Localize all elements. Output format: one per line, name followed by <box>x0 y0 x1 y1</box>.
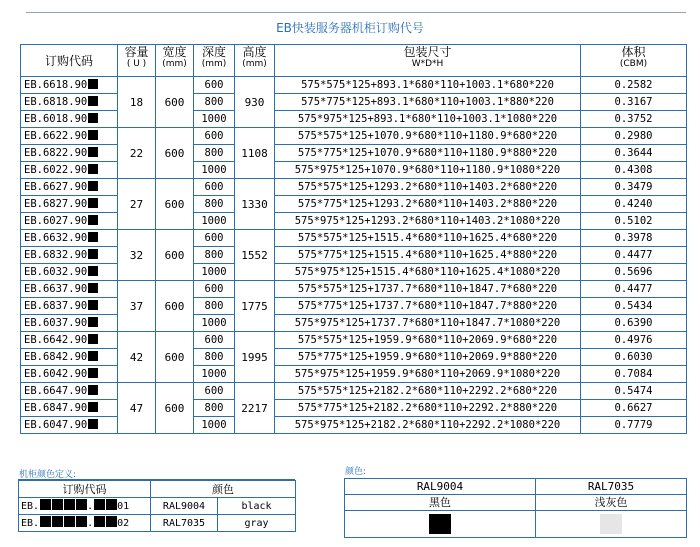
order-code-cell: EB.6637.90 <box>21 281 118 298</box>
depth-cell: 600 <box>194 179 235 196</box>
package-size-cell: 575*775*125+1959.9*680*110+2069.9*880*220 <box>275 349 581 366</box>
header-depth: 深度 (mm) <box>194 45 235 77</box>
placeholder-square <box>88 164 98 174</box>
placeholder-square <box>88 198 98 208</box>
height-cell: 2217 <box>235 383 275 434</box>
ral-cell: RAL9004 <box>151 498 218 515</box>
placeholder-square <box>88 232 98 242</box>
table-row <box>21 77 687 94</box>
table-row <box>21 230 687 247</box>
width-cell: 600 <box>156 128 194 179</box>
package-size-cell: 575*575*125+893.1*680*110+1003.1*680*220 <box>275 77 581 94</box>
depth-cell: 600 <box>194 281 235 298</box>
package-size-cell: 575*975*125+893.1*680*110+1003.1*1080*220 <box>275 111 581 128</box>
package-size-cell: 575*775*125+1293.2*680*110+1403.2*880*220 <box>275 196 581 213</box>
order-code-cell: EB.6018.90 <box>21 111 118 128</box>
ral-label: RAL9004 <box>345 479 536 495</box>
package-size-cell: 575*775*125+1070.9*680*110+1180.9*880*220 <box>275 145 581 162</box>
volume-cell: 0.3479 <box>581 179 687 196</box>
height-cell: 1775 <box>235 281 275 332</box>
capacity-cell: 27 <box>118 179 156 230</box>
depth-cell: 1000 <box>194 366 235 383</box>
volume-cell: 0.5474 <box>581 383 687 400</box>
width-cell: 600 <box>156 230 194 281</box>
color-def-header-code: 订购代码 <box>19 481 151 498</box>
ral-label: RAL7035 <box>536 479 687 495</box>
table-row <box>21 128 687 145</box>
volume-cell: 0.5696 <box>581 264 687 281</box>
width-cell: 600 <box>156 179 194 230</box>
volume-cell: 0.3752 <box>581 111 687 128</box>
volume-cell: 0.4976 <box>581 332 687 349</box>
depth-cell: 600 <box>194 77 235 94</box>
color-code-cell: EB. . 02 <box>19 515 151 532</box>
placeholder-square <box>88 130 98 140</box>
order-code-cell: EB.6642.90 <box>21 332 118 349</box>
height-cell: 930 <box>235 77 275 128</box>
depth-cell: 600 <box>194 383 235 400</box>
color-definition-table <box>18 480 296 532</box>
placeholder-square <box>88 419 98 429</box>
package-size-cell: 575*975*125+1737.7*680*110+1847.7*1080*220 <box>275 315 581 332</box>
volume-cell: 0.4240 <box>581 196 687 213</box>
table-row <box>19 498 296 515</box>
volume-cell: 0.7779 <box>581 417 687 434</box>
header-package: 包装尺寸 W*D*H <box>275 45 581 77</box>
color-zh-name: 黑色 <box>345 495 536 511</box>
volume-cell: 0.4477 <box>581 247 687 264</box>
color-def-header-color: 颜色 <box>151 481 296 498</box>
placeholder-square <box>88 385 98 395</box>
depth-cell: 600 <box>194 128 235 145</box>
placeholder-square <box>88 351 98 361</box>
capacity-cell: 32 <box>118 230 156 281</box>
placeholder-square <box>88 215 98 225</box>
capacity-cell: 18 <box>118 77 156 128</box>
black-swatch <box>429 514 451 534</box>
table-row <box>19 515 296 532</box>
package-size-cell: 575*575*125+1070.9*680*110+1180.9*680*220 <box>275 128 581 145</box>
package-size-cell: 575*575*125+1293.2*680*110+1403.2*680*220 <box>275 179 581 196</box>
header-height: 高度 (mm) <box>235 45 275 77</box>
height-cell: 1995 <box>235 332 275 383</box>
table-row <box>21 281 687 298</box>
table-row <box>21 383 687 400</box>
header-code: 订购代码 <box>21 45 118 77</box>
placeholder-square <box>88 283 98 293</box>
volume-cell: 0.6390 <box>581 315 687 332</box>
height-cell: 1330 <box>235 179 275 230</box>
order-code-table <box>20 44 687 434</box>
volume-cell: 0.5434 <box>581 298 687 315</box>
color-name-cell: black <box>218 498 296 515</box>
placeholder-square <box>88 368 98 378</box>
depth-cell: 1000 <box>194 417 235 434</box>
ral-cell: RAL7035 <box>151 515 218 532</box>
depth-cell: 1000 <box>194 111 235 128</box>
header-width: 宽度 (mm) <box>156 45 194 77</box>
capacity-cell: 22 <box>118 128 156 179</box>
order-code-cell: EB.6622.90 <box>21 128 118 145</box>
volume-cell: 0.6627 <box>581 400 687 417</box>
depth-cell: 800 <box>194 94 235 111</box>
volume-cell: 0.7084 <box>581 366 687 383</box>
depth-cell: 1000 <box>194 162 235 179</box>
depth-cell: 800 <box>194 349 235 366</box>
placeholder-square <box>88 181 98 191</box>
placeholder-square <box>88 96 98 106</box>
order-code-cell: EB.6827.90 <box>21 196 118 213</box>
depth-cell: 800 <box>194 196 235 213</box>
volume-cell: 0.3978 <box>581 230 687 247</box>
width-cell: 600 <box>156 77 194 128</box>
color-code-cell: EB. . 01 <box>19 498 151 515</box>
order-code-cell: EB.6042.90 <box>21 366 118 383</box>
placeholder-square <box>88 317 98 327</box>
color-swatch-table <box>344 478 687 538</box>
placeholder-square <box>88 113 98 123</box>
order-code-cell: EB.6022.90 <box>21 162 118 179</box>
depth-cell: 800 <box>194 145 235 162</box>
colors-label: 颜色: <box>345 467 367 477</box>
order-code-cell: EB.6618.90 <box>21 77 118 94</box>
order-code-cell: EB.6837.90 <box>21 298 118 315</box>
package-size-cell: 575*975*125+1070.9*680*110+1180.9*1080*220 <box>275 162 581 179</box>
color-definition-label: 机柜颜色定义: <box>19 470 77 480</box>
table-row <box>21 179 687 196</box>
depth-cell: 800 <box>194 298 235 315</box>
volume-cell: 0.3644 <box>581 145 687 162</box>
header-capacity: 容量 ( U ) <box>118 45 156 77</box>
package-size-cell: 575*775*125+1515.4*680*110+1625.4*880*220 <box>275 247 581 264</box>
table-row <box>21 332 687 349</box>
package-size-cell: 575*575*125+1515.4*680*110+1625.4*680*220 <box>275 230 581 247</box>
depth-cell: 800 <box>194 247 235 264</box>
order-code-cell: EB.6627.90 <box>21 179 118 196</box>
package-size-cell: 575*975*125+1293.2*680*110+1403.2*1080*220 <box>275 213 581 230</box>
top-divider <box>26 12 686 13</box>
width-cell: 600 <box>156 281 194 332</box>
light-gray-swatch <box>600 514 622 534</box>
order-code-cell: EB.6842.90 <box>21 349 118 366</box>
placeholder-square <box>88 402 98 412</box>
volume-cell: 0.3167 <box>581 94 687 111</box>
package-size-cell: 575*575*125+1737.7*680*110+1847.7*680*220 <box>275 281 581 298</box>
order-code-cell: EB.6818.90 <box>21 94 118 111</box>
capacity-cell: 47 <box>118 383 156 434</box>
depth-cell: 1000 <box>194 264 235 281</box>
volume-cell: 0.4308 <box>581 162 687 179</box>
package-size-cell: 575*775*125+2182.2*680*110+2292.2*880*220 <box>275 400 581 417</box>
depth-cell: 800 <box>194 400 235 417</box>
package-size-cell: 575*575*125+2182.2*680*110+2292.2*680*220 <box>275 383 581 400</box>
volume-cell: 0.2582 <box>581 77 687 94</box>
color-name-cell: gray <box>218 515 296 532</box>
placeholder-square <box>88 334 98 344</box>
placeholder-square <box>88 79 98 89</box>
package-size-cell: 575*775*125+893.1*680*110+1003.1*880*220 <box>275 94 581 111</box>
height-cell: 1552 <box>235 230 275 281</box>
order-code-cell: EB.6047.90 <box>21 417 118 434</box>
color-zh-name: 浅灰色 <box>536 495 687 511</box>
placeholder-square <box>88 266 98 276</box>
placeholder-square <box>88 249 98 259</box>
volume-cell: 0.6030 <box>581 349 687 366</box>
depth-cell: 1000 <box>194 315 235 332</box>
placeholder-square <box>88 147 98 157</box>
page-title: EB快装服务器机柜订购代号 <box>276 21 424 35</box>
order-code-cell: EB.6647.90 <box>21 383 118 400</box>
header-volume: 体积 (CBM) <box>581 45 687 77</box>
package-size-cell: 575*975*125+1959.9*680*110+2069.9*1080*220 <box>275 366 581 383</box>
depth-cell: 1000 <box>194 213 235 230</box>
placeholder-square <box>88 300 98 310</box>
width-cell: 600 <box>156 383 194 434</box>
depth-cell: 600 <box>194 332 235 349</box>
order-code-cell: EB.6027.90 <box>21 213 118 230</box>
order-code-cell: EB.6847.90 <box>21 400 118 417</box>
order-code-cell: EB.6832.90 <box>21 247 118 264</box>
volume-cell: 0.2980 <box>581 128 687 145</box>
order-code-cell: EB.6632.90 <box>21 230 118 247</box>
height-cell: 1108 <box>235 128 275 179</box>
volume-cell: 0.5102 <box>581 213 687 230</box>
package-size-cell: 575*775*125+1737.7*680*110+1847.7*880*220 <box>275 298 581 315</box>
order-code-cell: EB.6037.90 <box>21 315 118 332</box>
capacity-cell: 37 <box>118 281 156 332</box>
package-size-cell: 575*975*125+1515.4*680*110+1625.4*1080*220 <box>275 264 581 281</box>
volume-cell: 0.4477 <box>581 281 687 298</box>
width-cell: 600 <box>156 332 194 383</box>
capacity-cell: 42 <box>118 332 156 383</box>
depth-cell: 600 <box>194 230 235 247</box>
order-code-cell: EB.6822.90 <box>21 145 118 162</box>
package-size-cell: 575*575*125+1959.9*680*110+2069.9*680*220 <box>275 332 581 349</box>
order-code-cell: EB.6032.90 <box>21 264 118 281</box>
package-size-cell: 575*975*125+2182.2*680*110+2292.2*1080*220 <box>275 417 581 434</box>
